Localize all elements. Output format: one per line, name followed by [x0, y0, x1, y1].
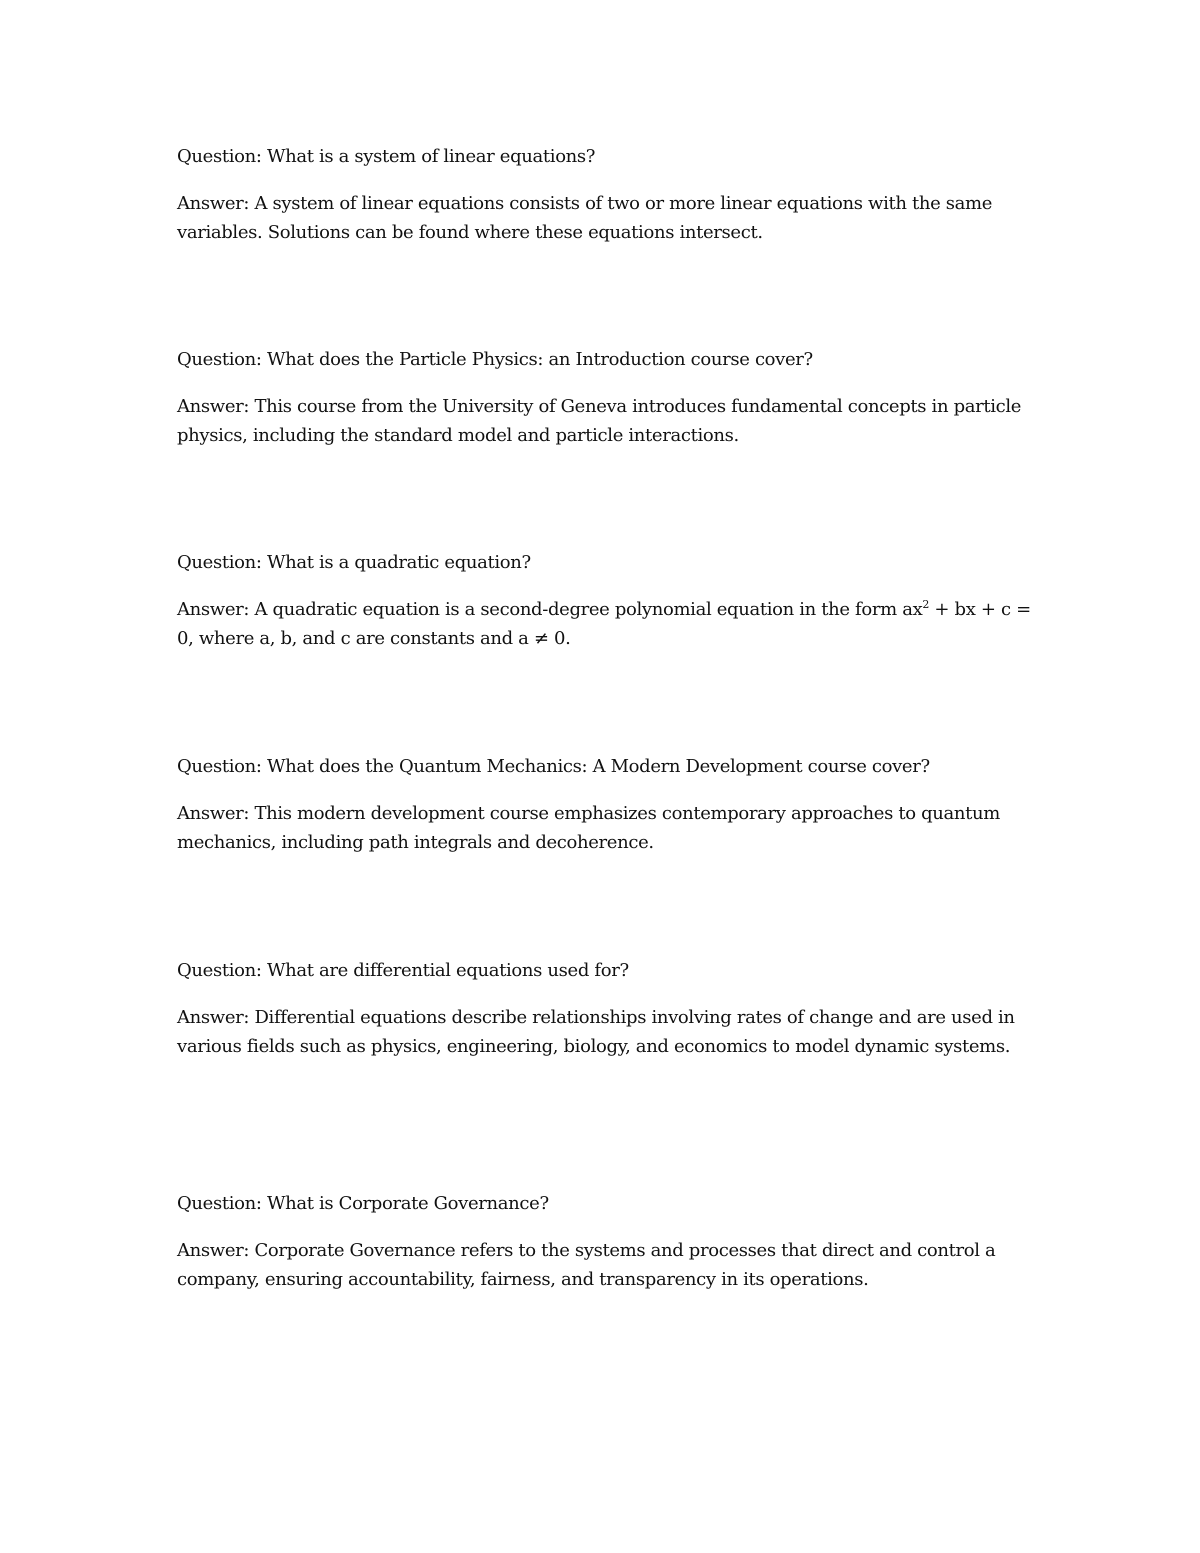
- answer-text-part: Answer: A quadratic equation is a second-degree polynomial equation in the form ax: [177, 599, 923, 620]
- qa-block: [177, 956, 1047, 1061]
- answer-text: Answer: This course from the University of Geneva introduces fundamental concepts in particle physics, including the standard model and particle interactions.: [177, 396, 1022, 446]
- question-text: Question: What are differential equations used for?: [177, 960, 629, 981]
- answer-text-part: + bx + c = 0, where a, b, and c are constants and a ≠ 0.: [177, 599, 1031, 649]
- answer-text: Answer: Corporate Governance refers to the systems and processes that direct and control a company, ensuring accountability, fairness, and transparency in its operations.: [177, 1240, 996, 1290]
- answer-text: [177, 595, 1037, 653]
- answer-text: Answer: This modern development course emphasizes contemporary approaches to quantum mechanics, including path integrals and decoherence.: [177, 803, 1000, 853]
- question-text: Question: What is a quadratic equation?: [177, 552, 531, 573]
- question-text: Question: What does the Quantum Mechanics: A Modern Development course cover?: [177, 756, 930, 777]
- qa-block: [177, 345, 1047, 450]
- question-text: Question: What is a system of linear equations?: [177, 146, 596, 167]
- qa-block: [177, 752, 1047, 857]
- answer-text: Answer: A system of linear equations consists of two or more linear equations with the same variables. Solutions can be found where these equations intersect.: [177, 193, 993, 243]
- qa-block: [177, 1189, 1047, 1294]
- question-text: Question: What does the Particle Physics: an Introduction course cover?: [177, 349, 813, 370]
- answer-text: Answer: Differential equations describe relationships involving rates of change and are used in various fields such as physics, engineering, biology, and economics to model dynamic systems.: [177, 1007, 1015, 1057]
- qa-block: [177, 548, 1047, 653]
- superscript-exponent: 2: [922, 598, 930, 611]
- qa-block: [177, 142, 1047, 247]
- question-text: Question: What is Corporate Governance?: [177, 1193, 549, 1214]
